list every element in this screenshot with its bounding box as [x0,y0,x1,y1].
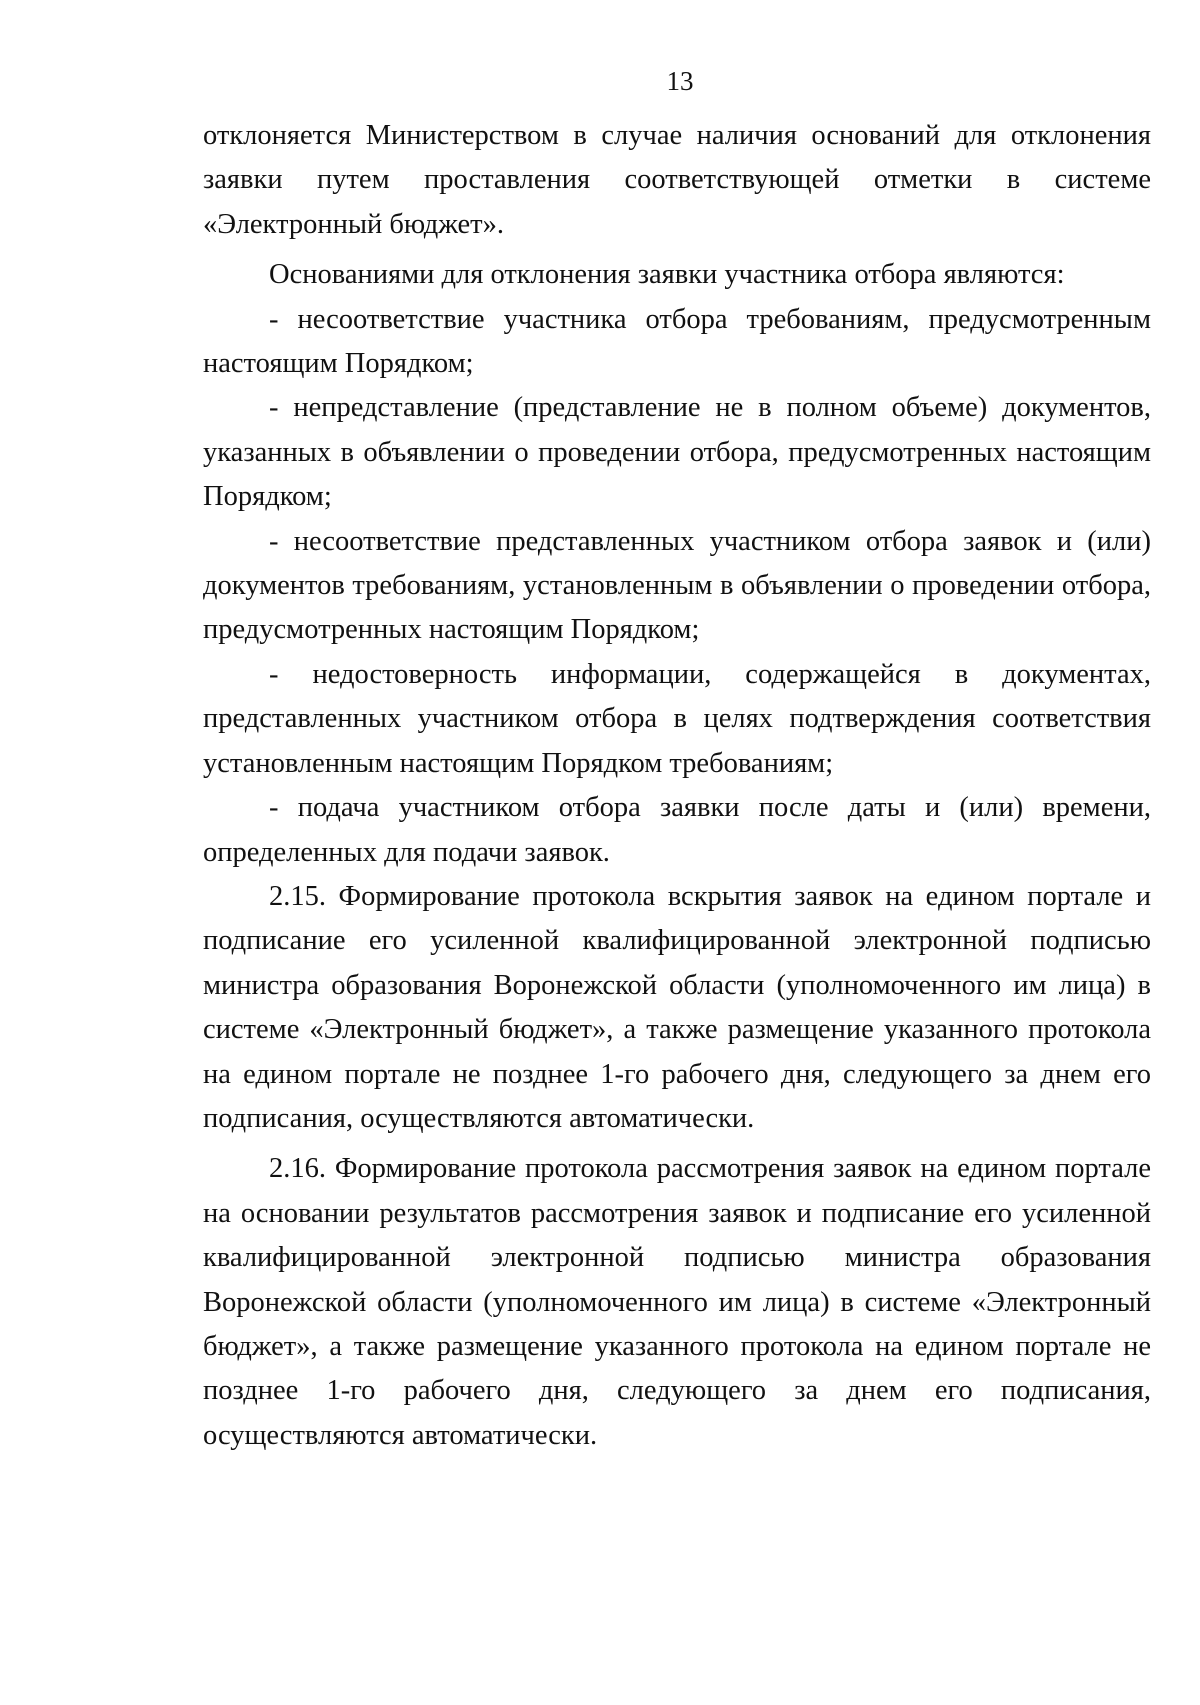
paragraph-continuation: отклоняется Министерством в случае наличия оснований для отклонения заявки путем проставления соответствующей отметки в системе «Электронный бюджет». [203,120,1151,240]
paragraph-section-2-16: 2.16. Формирование протокола рассмотрения заявок на едином портале на основании результатов рассмотрения заявок и подписание его усиленной квалифицированной электронной подписью министра образования Воронежской области (уполномоченного им лица) в системе «Электронный бюджет», а также размещение указанного протокола на едином портале не позднее 1-го рабочего дня, следующего за днем его подписания, осуществляются автоматически. [203,1153,1151,1451]
list-item-ground-2: - непредставление (представление не в полном объеме) документов, указанных в объявлении о проведении отбора, предусмотренных настоящим Порядком; [203,392,1151,513]
document-body [203,114,1151,1458]
list-item-ground-1: - несоответствие участника отбора требованиям, предусмотренным настоящим Порядком; [203,303,1151,380]
list-item-ground-4: - недостоверность информации, содержащейся в документах, представленных участником отбора в целях подтверждения соответствия установленным настоящим Порядком требованиям; [203,658,1151,779]
list-item-ground-5: - подача участником отбора заявки после даты и (или) времени, определенных для подачи заявок. [203,792,1151,868]
list-item-ground-3: - несоответствие представленных участником отбора заявок и (или) документов требованиям, установленным в объявлении о проведении отбора, предусмотренных настоящим Порядком; [203,525,1151,646]
page-number: 13 [666,66,694,96]
paragraph-grounds-intro: Основаниями для отклонения заявки участника отбора являются: [269,259,1065,291]
paragraph-section-2-15: 2.15. Формирование протокола вскрытия заявок на едином портале и подписание его усиленной квалифицированной электронной подписью министра образования Воронежской области (уполномоченного им лица) в системе «Электронный бюджет», а также размещение указанного протокола на едином портале не позднее 1-го рабочего дня, следующего за днем его подписания, осуществляются автоматически. [203,880,1151,1134]
